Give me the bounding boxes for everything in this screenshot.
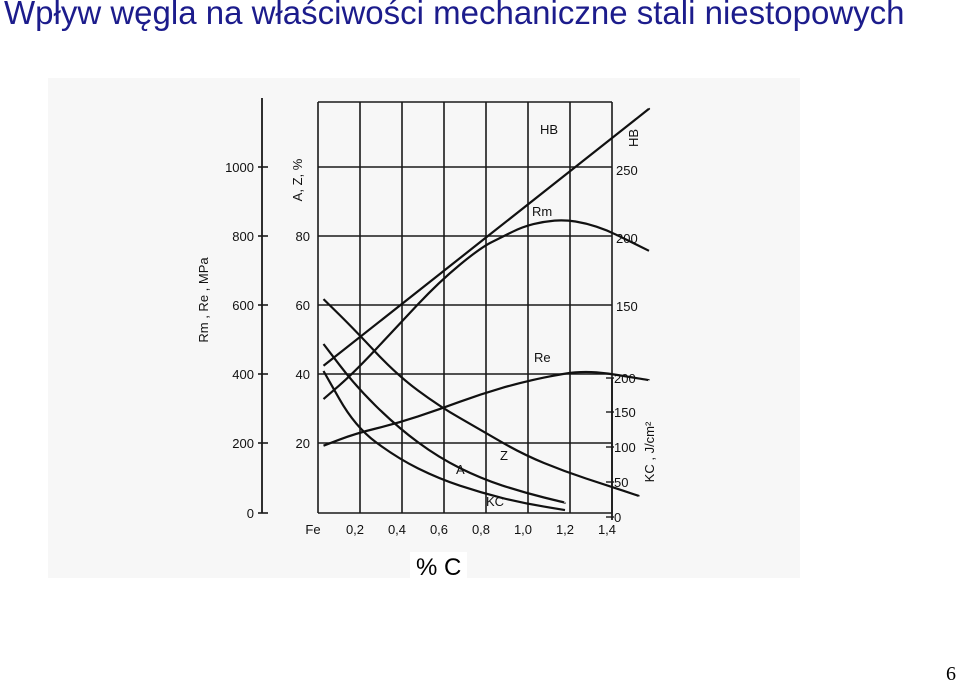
series-label-hb: HB (540, 122, 559, 137)
percent-tick-label: 80 (295, 229, 310, 244)
x-tick-label: 1,0 (513, 522, 533, 537)
series-label-z: Z (500, 448, 508, 463)
chart-grid (318, 102, 612, 513)
hb-tick-label: 200 (616, 231, 638, 246)
strength-axis-title: Rm , Re , MPa (196, 257, 211, 343)
percent-tick-label: 20 (295, 436, 310, 451)
strength-tick-label: 0 (246, 506, 254, 521)
x-unit-label: % C (410, 552, 467, 584)
page-number: 6 (946, 663, 956, 685)
x-tick-label: 1,4 (597, 522, 617, 537)
hb-tick-label: 150 (616, 299, 638, 314)
strength-tick-label: 800 (232, 229, 254, 244)
x-tick-label: 0,4 (387, 522, 407, 537)
x-tick-label: 0,6 (429, 522, 449, 537)
percent-axis-title: A, Z, % (290, 158, 305, 202)
series-label-kc: KC (486, 494, 505, 509)
x-tick-label: Fe (305, 522, 321, 537)
strength-tick-label: 400 (232, 367, 254, 382)
x-tick-label: 1,2 (555, 522, 575, 537)
x-tick-label: 0,8 (471, 522, 491, 537)
hb-tick-label: 250 (616, 163, 638, 178)
strength-tick-label: 600 (232, 298, 254, 313)
series-label-rm: Rm (532, 204, 553, 219)
kc-tick-label: 100 (614, 440, 636, 455)
series-label-a: A (456, 462, 465, 477)
slide-title: Wpływ węgla na właściwości mechaniczne stali niestopowych (4, 0, 905, 31)
chart-axes (258, 98, 614, 520)
series-label-re: Re (534, 350, 551, 365)
strength-tick-label: 1000 (225, 160, 254, 175)
kc-axis-title: KC , J/cm² (642, 421, 657, 483)
kc-tick-label: 150 (614, 405, 636, 420)
percent-tick-label: 60 (295, 298, 310, 313)
kc-tick-label: 0 (614, 510, 622, 525)
percent-tick-label: 40 (295, 367, 310, 382)
x-tick-label: 0,2 (345, 522, 365, 537)
kc-tick-label: 50 (614, 475, 629, 490)
strength-tick-label: 200 (232, 436, 254, 451)
chart-labels (196, 122, 657, 537)
kc-tick-label: 200 (614, 371, 636, 386)
hb-axis-title: HB (626, 128, 641, 148)
